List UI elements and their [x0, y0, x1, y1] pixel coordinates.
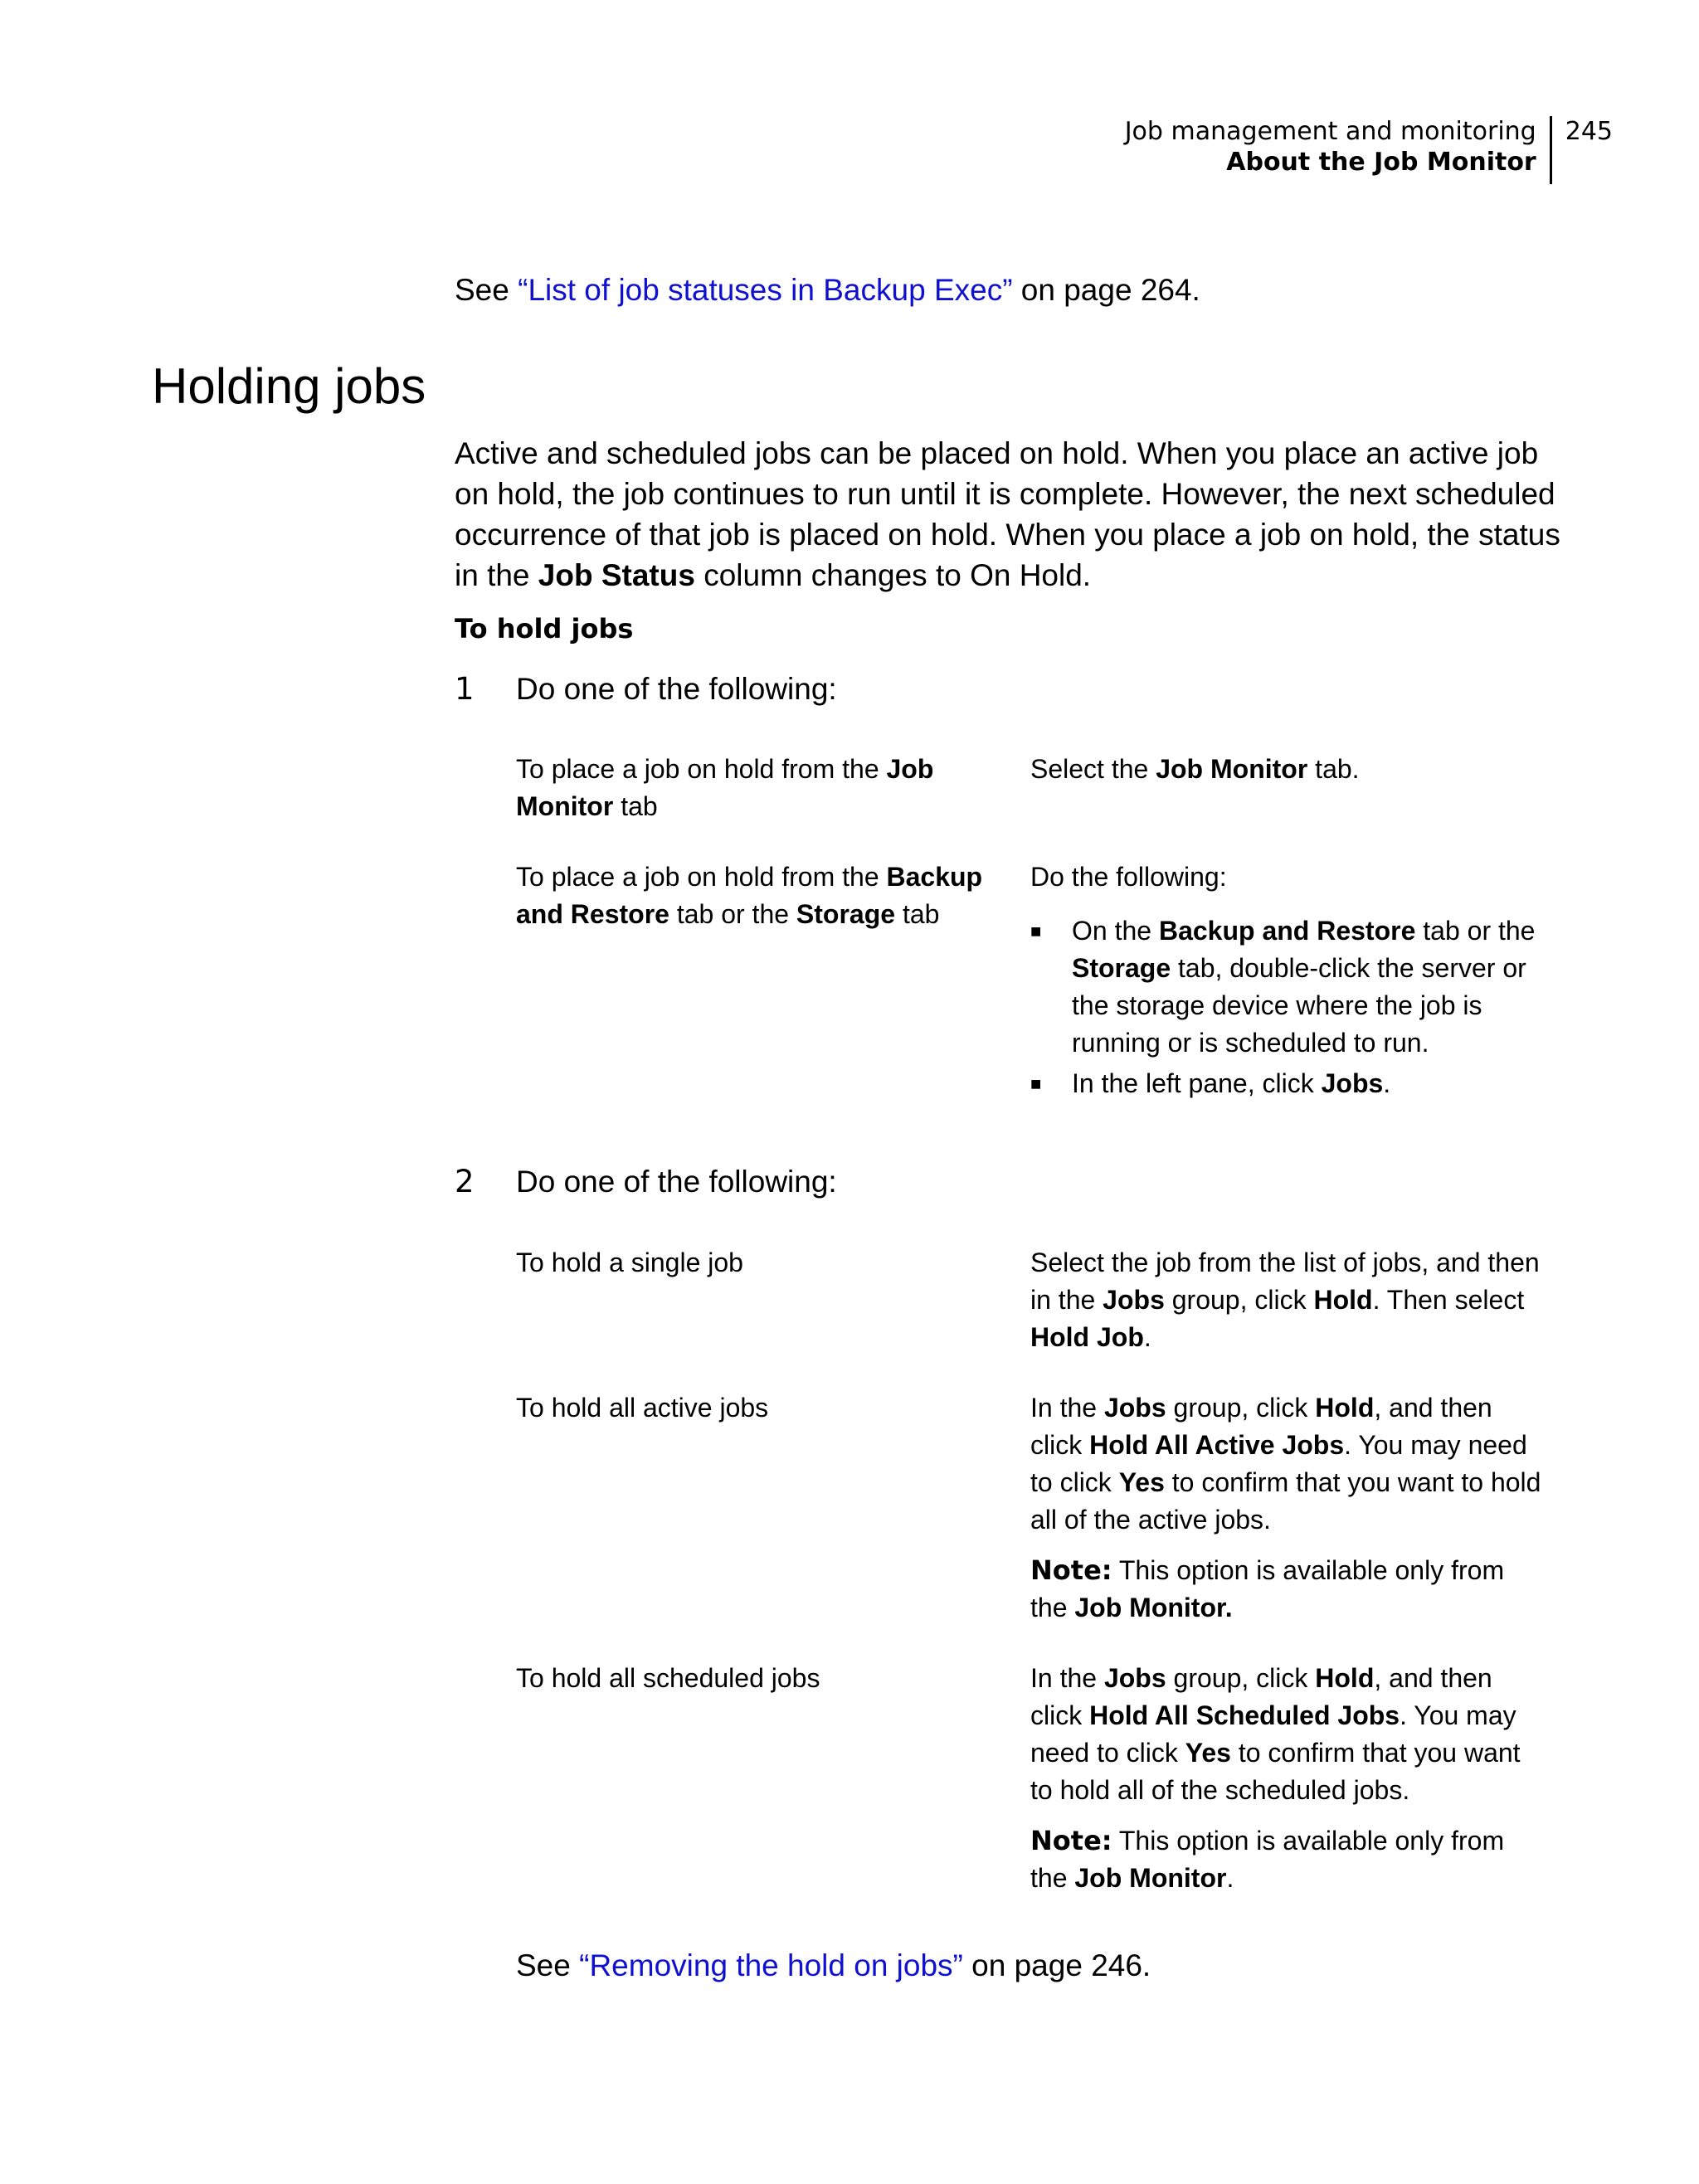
bullet-list: [1030, 912, 1545, 1102]
option-condition: To hold all active jobs: [516, 1393, 769, 1423]
step-2-options-table: [516, 1244, 1545, 1897]
intro-paragraph: Active and scheduled jobs can be placed on hold. When you place an active job on hold, the job continues to run until it is complete. However, the next scheduled occurrence of that job is placed on hold. When you place a job on hold, the status in the Job Status column changes to On Hold.: [455, 436, 1560, 592]
note: Note: This option is available only from the Job Monitor.: [1030, 1554, 1505, 1622]
xref-link-removing-hold[interactable]: “Removing the hold on jobs”: [579, 1948, 963, 1982]
header-titles: [1125, 116, 1550, 178]
action-intro: Do the following:: [1030, 862, 1227, 892]
list-item: ■ In the left pane, click Jobs.: [1030, 1065, 1545, 1102]
option-condition: To hold all scheduled jobs: [516, 1663, 820, 1693]
option-action: Select the job from the list of jobs, and then in the Jobs group, click Hold. Then select Hold Job.: [1030, 1248, 1540, 1352]
procedure-title: To hold jobs: [455, 613, 634, 644]
bold-term: Job Status: [538, 558, 695, 592]
table-row: [516, 751, 1545, 859]
table-row: [516, 859, 1545, 1106]
table-row: [516, 1660, 1545, 1897]
step-number: 1: [455, 671, 475, 707]
option-condition: To place a job on hold from the Job Monitor tab: [516, 754, 934, 821]
option-action: Select the Job Monitor tab.: [1030, 754, 1360, 784]
option-action: [1030, 1660, 1545, 1897]
see-also-top: [455, 272, 1200, 309]
section-heading: Holding jobs: [152, 358, 426, 414]
square-bullet-icon: ■: [1030, 921, 1042, 941]
option-action: [1030, 1389, 1545, 1660]
note-label: Note:: [1030, 1825, 1112, 1856]
header-chapter: Job management and monitoring: [1124, 117, 1536, 146]
step-text: Do one of the following:: [516, 672, 837, 706]
step-number: 2: [455, 1164, 475, 1199]
running-header: [1125, 116, 1613, 184]
see-prefix: See: [516, 1948, 580, 1982]
see-prefix: See: [455, 273, 518, 307]
action-text: In the Jobs group, click Hold, and then click Hold All Active Jobs. You may need to click Yes to confirm that you want to hold all of the active jobs.: [1030, 1393, 1541, 1535]
option-condition: To place a job on hold from the Backup and Restore tab or the Storage tab: [516, 862, 983, 929]
see-suffix: on page 246.: [962, 1948, 1151, 1982]
step-text: Do one of the following:: [516, 1165, 837, 1199]
table-row: [516, 1389, 1545, 1660]
table-row: [516, 1244, 1545, 1389]
list-item: ■ On the Backup and Restore tab or the Storage tab, double-click the server or the storage device where the job is running or is scheduled to run.: [1030, 912, 1545, 1062]
action-text: In the Jobs group, click Hold, and then click Hold All Scheduled Jobs. You may need to click Yes to confirm that you want to hold all of the scheduled jobs.: [1030, 1663, 1521, 1805]
option-action: [1030, 859, 1545, 1106]
square-bullet-icon: ■: [1030, 1073, 1042, 1094]
see-also-bottom: [516, 1948, 1151, 1984]
header-section: About the Job Monitor: [1226, 148, 1536, 177]
page-number: 245: [1565, 117, 1613, 146]
see-suffix: on page 264.: [1012, 273, 1200, 307]
xref-link-job-statuses[interactable]: “List of job statuses in Backup Exec”: [518, 273, 1013, 307]
step-1-options-table: [516, 751, 1545, 1106]
option-condition: To hold a single job: [516, 1248, 743, 1277]
note: Note: This option is available only from the Job Monitor.: [1030, 1825, 1505, 1893]
note-label: Note:: [1030, 1554, 1112, 1586]
